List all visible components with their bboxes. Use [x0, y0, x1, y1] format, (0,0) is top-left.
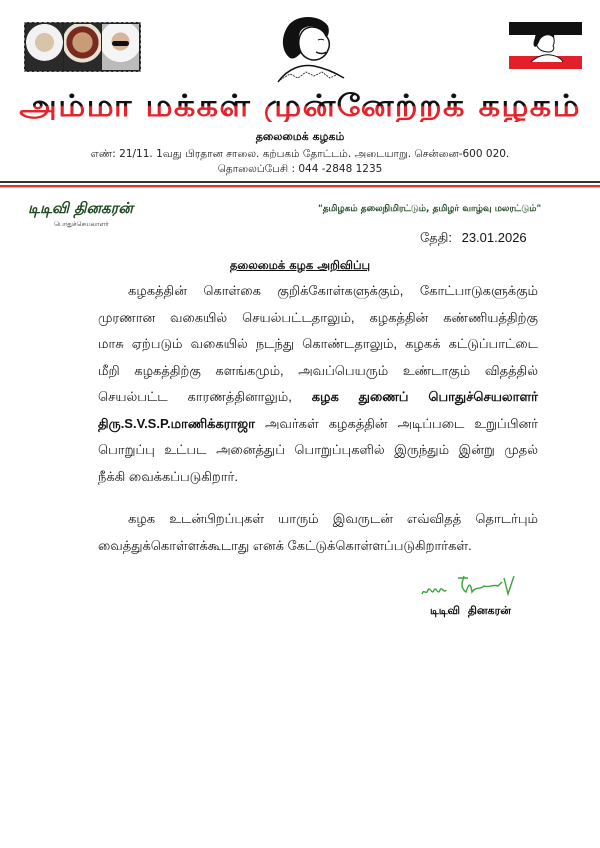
- date-label: தேதி:: [420, 230, 452, 245]
- hq-label: தலைமைக் கழகம்: [255, 130, 345, 143]
- body-line: வைத்துக்கொள்ளக்கூடாது எனக் கேட்டுக்கொள்ளப்படுகிறார்கள்.: [98, 537, 472, 553]
- sender-name: டிடிவி தினகரன்: [28, 199, 133, 217]
- body-line: நீக்கி வைக்கப்படுகிறார்.: [98, 468, 238, 484]
- body-line: மாசு ஏற்படும் வகையில் நடந்து கொண்டதாலும், கழகக் கட்டுப்பாட்டை: [98, 336, 538, 351]
- party-flag: [509, 22, 582, 69]
- body-line: [98, 384, 538, 411]
- party-name: அம்மா மக்கள் முன்னேற்றக் கழகம்: [0, 90, 600, 122]
- address: எண்: 21/11. 1வது பிரதான சாலை. கற்பகம் தோட்டம். அடையாறு. சென்னை-600 020.: [90, 148, 510, 160]
- notice-paragraph-1: [98, 278, 538, 490]
- signatory-name: டிடிவி தினகரன்: [430, 604, 511, 617]
- body-line: கழகத்தின் கொள்கை குறிக்கோள்களுக்கும், கோட்பாடுகளுக்கும்: [128, 283, 538, 298]
- date: [420, 230, 527, 247]
- position-text: கழக துணைப் பொதுச்செயலாளர்: [311, 389, 538, 404]
- notice-paragraph-2: [98, 506, 538, 559]
- body-line: [98, 411, 538, 438]
- divider-black: [0, 181, 600, 183]
- phone-number: தொலைப்பேசி : 044 -2848 1235: [217, 163, 383, 175]
- membership-text: அவர்கள் கழகத்தின் அடிப்படை உறுப்பினர்: [264, 415, 538, 431]
- leader-photo-2: [64, 24, 101, 70]
- letterhead: [0, 0, 600, 190]
- body-line: மீறி கழகத்திற்கு களங்கமும், அவப்பெயரும் உண்டாகும் விதத்தில்: [98, 362, 538, 378]
- leader-photo-1: [26, 24, 63, 70]
- leader-photos: [24, 22, 141, 72]
- leader-photo-3: [102, 24, 139, 70]
- date-value: 23.01.2026: [461, 230, 527, 245]
- divider-red-light: [0, 187, 600, 188]
- body-line: கழக உடன்பிறப்புகள் யாரும் இவருடன் எவ்விதத் தொடர்பும்: [128, 511, 538, 526]
- slogan: "தமிழகம் தலைநிமிரட்டும், தமிழர் வாழ்வு மலரட்டும்": [318, 204, 542, 214]
- reason-text: செயல்பட்ட காரணத்தினாலும்,: [98, 389, 292, 404]
- body-line: முரணான வகையில் செயல்பட்டதாலும், கழகத்தின் கண்ணியத்திற்கு: [98, 309, 538, 325]
- notice-title: தலைமைக் கழக அறிவிப்பு: [229, 258, 371, 272]
- body-line: பொறுப்பு உட்பட அனைத்துப் பொறுப்புகளில் இருந்தும் இன்று முதல்: [98, 442, 538, 457]
- person-name: திரு.S.V.S.P.மாணிக்கராஜா: [98, 415, 255, 431]
- signature-mark: [418, 572, 528, 600]
- leader-portrait-sketch: [268, 12, 352, 86]
- sender-title: பொதுச்செயலாளர்: [54, 220, 109, 228]
